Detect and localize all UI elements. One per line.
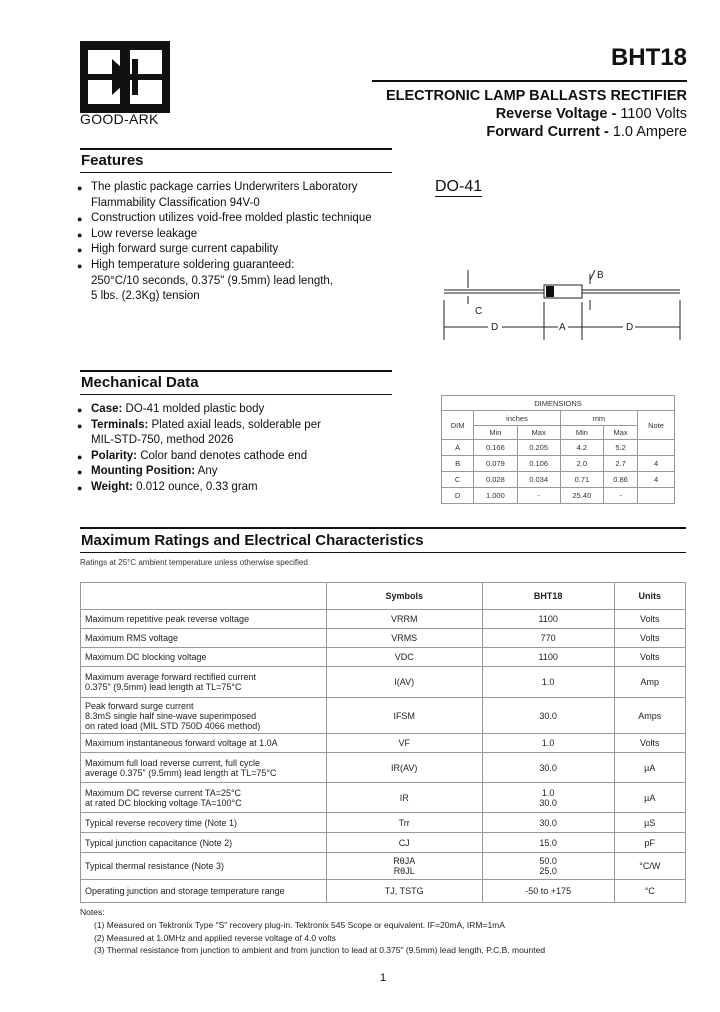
table-row: Typical junction capacitance (Note 2) CJ 15.0 pF <box>81 833 686 853</box>
mechanical-item: ● Weight: 0.012 ounce, 0.33 gram <box>81 480 401 496</box>
dimensions-table: DIMENSIONS DIM inches mm Note Min Max Min Max A 0.166 0.205 4.2 5.2 B 0.079 0.106 2.0 2.7 4 C 0.028 0.034 0.71 0.86 4 D 1.000 - 25.40 - <box>441 395 675 504</box>
table-row: A 0.166 0.205 4.2 5.2 <box>442 440 675 456</box>
table-row: Maximum DC blocking voltage VDC 1100 Volts <box>81 648 686 667</box>
feature-item-cont: Flammability Classification 94V-0 <box>91 196 260 209</box>
notes-title: Notes: <box>80 907 105 917</box>
note-header: Note <box>638 411 675 440</box>
label-c: C <box>475 306 483 317</box>
mechanical-item: ● Terminals: Plated axial leads, solderable per <box>81 418 401 434</box>
table-row: Maximum DC reverse current TA=25°C at rated DC blocking voltage TA=100°C IR 1.0 30.0 µA <box>81 783 686 813</box>
mechanical-item: ● Polarity: Color band denotes cathode end <box>81 449 401 465</box>
table-row: Maximum average forward rectified current 0.375" (9.5mm) lead length at TL=75°C I(AV) 1.0 Amp <box>81 667 686 698</box>
label-d-right: D <box>626 322 634 333</box>
feature-item: ● High forward surge current capability <box>81 242 401 258</box>
feature-item: ● Construction utilizes void-free molded plastic technique <box>81 211 401 227</box>
reverse-voltage-label: Reverse Voltage - <box>495 106 621 122</box>
notes-section <box>80 906 700 957</box>
package-name: DO-41 <box>435 178 483 195</box>
header-rule <box>372 80 687 82</box>
table-row: Maximum full load reverse current, full cycle average 0.375" (9.5mm) lead length at TL=75°C IR(AV) 30.0 µA <box>81 753 686 783</box>
features-rule <box>80 148 392 150</box>
table-header-row: Symbols BHT18 Units <box>81 583 686 610</box>
forward-current-value: 1.0 Ampere <box>612 124 687 140</box>
note-item: (1) Measured on Tektronix Type "S" recovery plug-in. Tektronix 545 Scope or equivalent. IF=20mA, IRM=1mA <box>94 919 505 930</box>
ratings-underline <box>80 552 686 553</box>
part-number: BHT18 <box>610 44 687 71</box>
ratings-title: Maximum Ratings and Electrical Characteristics <box>81 532 424 549</box>
mechanical-item: ● Mounting Position: Any <box>81 464 401 480</box>
dim-header: DIM <box>442 411 474 440</box>
mechanical-item: ● Case: DO-41 molded plastic body <box>81 402 401 418</box>
brand-name: GOOD-ARK <box>80 111 159 127</box>
features-list <box>81 180 401 305</box>
company-logo <box>80 41 170 113</box>
mechanical-list <box>81 402 401 496</box>
page-number: 1 <box>380 972 387 984</box>
table-row: Maximum repetitive peak reverse voltage VRRM 1100 Volts <box>81 610 686 629</box>
ratings-rule <box>80 527 686 529</box>
note-item: (3) Thermal resistance from junction to ambient and from junction to lead at 0.375" (9.5mm) lead length, P.C.B. mounted <box>94 945 546 956</box>
table-row: Maximum RMS voltage VRMS 770 Volts <box>81 629 686 648</box>
mechanical-rule <box>80 370 392 372</box>
ratings-subtitle: Ratings at 25°C ambient temperature unless otherwise specified <box>80 558 308 567</box>
feature-item: ● The plastic package carries Underwriters Laboratory <box>81 180 401 196</box>
label-d-left: D <box>491 322 499 333</box>
feature-item: ● Low reverse leakage <box>81 227 401 243</box>
table-row: Typical thermal resistance (Note 3) RθJA RθJL 50.0 25.0 °C/W <box>81 853 686 880</box>
table-row: Peak forward surge current 8.3mS single half sine-wave superimposed on rated load (MIL STD 750D 4066 method) IFSM 30.0 Amps <box>81 698 686 734</box>
label-a: A <box>559 322 566 333</box>
mechanical-item-cont: MIL-STD-750, method 2026 <box>91 434 234 447</box>
table-row: Typical reverse recovery time (Note 1) Trr 30.0 µS <box>81 813 686 833</box>
reverse-voltage-line <box>496 106 687 122</box>
ratings-table <box>80 582 686 903</box>
forward-current-line <box>486 124 687 140</box>
feature-item: ● High temperature soldering guaranteed: <box>81 258 401 274</box>
forward-current-label: Forward Current - <box>486 124 613 140</box>
reverse-voltage-value: 1100 Volts <box>620 106 687 122</box>
feature-item-cont: 250°C/10 seconds, 0.375" (9.5mm) lead length, <box>91 274 334 287</box>
inches-header: inches <box>474 411 561 426</box>
feature-item-cont: 5 lbs. (2.3Kg) tension <box>91 290 200 303</box>
mm-header: mm <box>560 411 637 426</box>
table-row: C 0.028 0.034 0.71 0.86 4 <box>442 472 675 488</box>
mechanical-title: Mechanical Data <box>81 374 199 391</box>
note-item: (2) Measured at 1.0MHz and applied reverse voltage of 4.0 volts <box>94 932 336 943</box>
label-b: B <box>597 270 604 281</box>
product-description: ELECTRONIC LAMP BALLASTS RECTIFIER <box>385 88 687 104</box>
dimensions-title: DIMENSIONS <box>442 396 675 411</box>
package-outline-drawing <box>430 260 690 350</box>
table-row: Operating junction and storage temperature range TJ, TSTG -50 to +175 °C <box>81 880 686 903</box>
table-row: B 0.079 0.106 2.0 2.7 4 <box>442 456 675 472</box>
mechanical-underline <box>80 394 392 395</box>
table-row: D 1.000 - 25.40 - <box>442 488 675 504</box>
table-row: Maximum instantaneous forward voltage at 1.0A VF 1.0 Volts <box>81 734 686 753</box>
features-underline <box>80 172 392 173</box>
features-title: Features <box>81 152 144 169</box>
